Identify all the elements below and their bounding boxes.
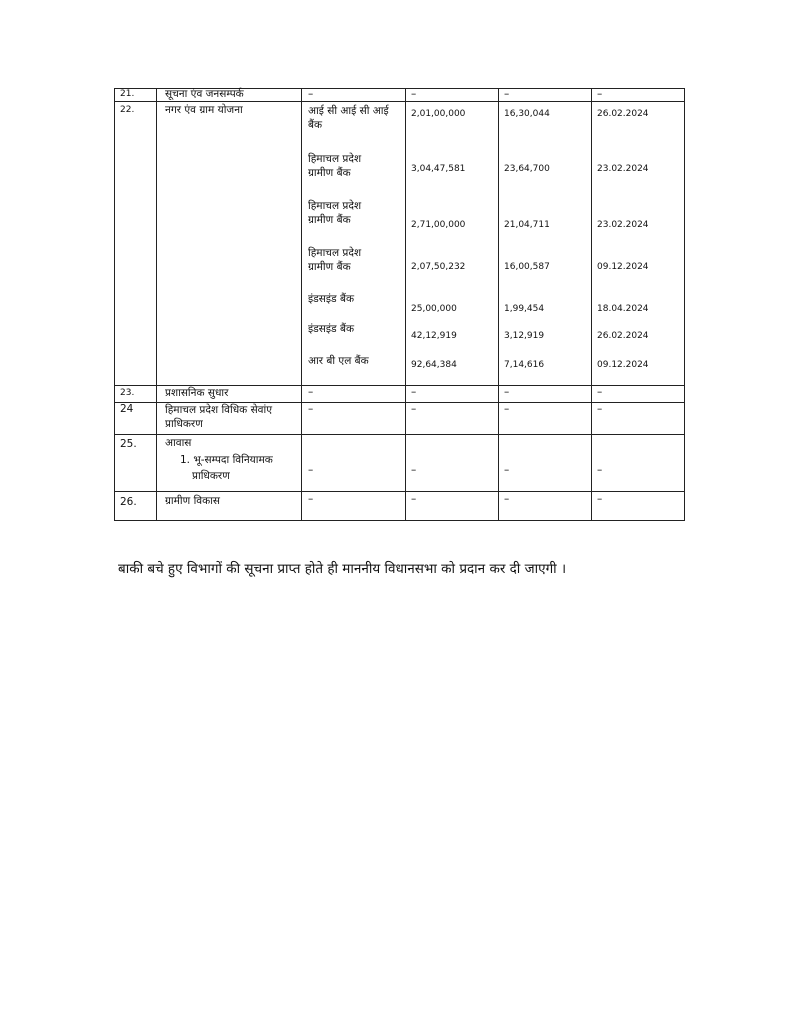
- row-22-entry-6-amount: 42,12,919: [411, 331, 457, 341]
- row-26-amount: –: [411, 493, 417, 505]
- row-26-interest: –: [504, 493, 510, 505]
- row-22-entry-5-date: 18.04.2024: [597, 304, 649, 314]
- row-23-bank: –: [308, 386, 314, 398]
- row-21-bank: –: [308, 88, 314, 100]
- row-22-entry-3-bank-line1: हिमाचल प्रदेश: [308, 200, 362, 212]
- row-22-entry-3-date: 23.02.2024: [597, 220, 649, 230]
- row-22-entry-2-bank-line1: हिमाचल प्रदेश: [308, 153, 362, 165]
- row-22-sno: 22.: [120, 105, 135, 115]
- row-22-entry-3-bank-line2: ग्रामीण बैंक: [308, 214, 351, 226]
- footer-note: बाकी बचे हुए विभागों की सूचना प्राप्त होते ही माननीय विधानसभा को प्रदान कर दी जाएगी ।: [118, 561, 567, 577]
- row-22-entry-4-interest: 16,00,587: [504, 262, 550, 272]
- row-22-entry-5-bank: इंडसइंड बैंक: [308, 293, 355, 305]
- row-22-entry-7-date: 09.12.2024: [597, 360, 649, 370]
- row-25-interest: –: [504, 464, 510, 476]
- row-22-entry-4-amount: 2,07,50,232: [411, 262, 466, 272]
- row-22-entry-7-amount: 92,64,384: [411, 360, 457, 370]
- row-22-entry-3-amount: 2,71,00,000: [411, 220, 466, 230]
- row-25-sno: 25.: [120, 438, 137, 450]
- row-22-entry-6-interest: 3,12,919: [504, 331, 545, 341]
- row-22-entry-5-interest: 1,99,454: [504, 304, 545, 314]
- row-24-amount: –: [411, 403, 417, 415]
- row-25-date: –: [597, 464, 603, 476]
- row-25-amount: –: [411, 464, 417, 476]
- row-22-entry-2-interest: 23,64,700: [504, 164, 550, 174]
- row-22-entry-3-interest: 21,04,711: [504, 220, 550, 230]
- row-21-date: –: [597, 88, 603, 100]
- row-24-interest: –: [504, 403, 510, 415]
- row-23-dept: प्रशासनिक सुधार: [165, 387, 229, 399]
- row-22-entry-2-bank-line2: ग्रामीण बैंक: [308, 167, 351, 179]
- row-26-dept: ग्रामीण विकास: [165, 495, 221, 507]
- row-24-dept-line1: हिमाचल प्रदेश विधिक सेवांए: [165, 404, 273, 416]
- row-22-entry-6-bank: इंडसइंड बैंक: [308, 323, 355, 335]
- row-22-entry-2-date: 23.02.2024: [597, 164, 649, 174]
- row-22-entry-5-amount: 25,00,000: [411, 304, 457, 314]
- row-22-entry-1-bank-line1: आई सी आई सी आई: [308, 105, 389, 117]
- row-25-dept-line2: 1. भू-सम्पदा विनियामक: [180, 454, 273, 466]
- row-22-entry-7-interest: 7,14,616: [504, 360, 545, 370]
- row-25-bank: –: [308, 464, 314, 476]
- row-26-bank: –: [308, 493, 314, 505]
- row-22-entry-4-date: 09.12.2024: [597, 262, 649, 272]
- row-23-date: –: [597, 386, 603, 398]
- row-26-sno: 26.: [120, 496, 137, 508]
- row-22-entry-4-bank-line2: ग्रामीण बैंक: [308, 261, 351, 273]
- row-22-entry-1-date: 26.02.2024: [597, 109, 649, 119]
- row-25-dept-line3: प्राधिकरण: [192, 470, 230, 482]
- row-22-entry-1-bank-line2: बैंक: [308, 119, 323, 131]
- row-25-dept-line1: आवास: [165, 437, 192, 449]
- row-22-entry-6-date: 26.02.2024: [597, 331, 649, 341]
- row-21-amount: –: [411, 88, 417, 100]
- row-22-entry-4-bank-line1: हिमाचल प्रदेश: [308, 247, 362, 259]
- row-24-dept-line2: प्राधिकरण: [165, 418, 203, 430]
- row-22-entry-7-bank: आर बी एल बैंक: [308, 355, 369, 367]
- row-23-interest: –: [504, 386, 510, 398]
- data-table: [114, 88, 685, 521]
- row-22-entry-1-interest: 16,30,044: [504, 109, 550, 119]
- row-26-date: –: [597, 493, 603, 505]
- row-21-interest: –: [504, 88, 510, 100]
- row-22-entry-2-amount: 3,04,47,581: [411, 164, 466, 174]
- row-24-bank: –: [308, 403, 314, 415]
- row-23-amount: –: [411, 386, 417, 398]
- row-21-dept: सूचना एंव जनसम्पर्क: [165, 88, 244, 100]
- row-23-sno: 23.: [120, 388, 135, 398]
- row-22-entry-1-amount: 2,01,00,000: [411, 109, 466, 119]
- row-24-date: –: [597, 403, 603, 415]
- row-21-sno: 21.: [120, 89, 135, 99]
- row-22-dept: नगर एंव ग्राम योजना: [165, 104, 243, 116]
- row-24-sno: 24: [120, 403, 134, 415]
